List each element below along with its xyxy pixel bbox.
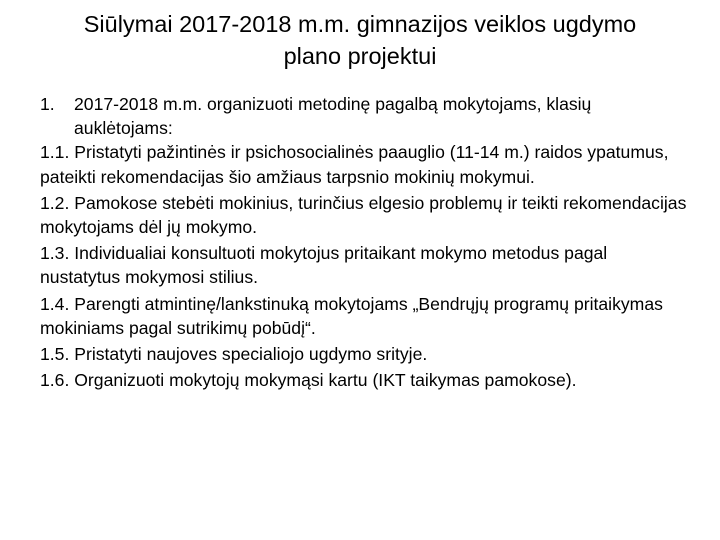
- sub-item-1-5: 1.5. Pristatyti naujoves specialiojo ugdymo srityje.: [40, 344, 428, 365]
- slide-title: [40, 8, 680, 72]
- list-item-1-text: 2017-2018 m.m. organizuoti metodinę pagalbą mokytojams, klasių auklėtojams:: [74, 94, 592, 139]
- sub-item-1-2: 1.2. Pamokose stebėti mokinius, turinčius elgesio problemų ir teikti rekomendacijas mokytojams dėl jų mokymo.: [40, 192, 687, 238]
- slide-title-line-2: plano projektui: [283, 43, 437, 69]
- slide-title-line-1: Siūlymai 2017-2018 m.m. gimnazijos veiklos ugdymo: [83, 11, 637, 37]
- sub-item-1-3: 1.3. Individualiai konsultuoti mokytojus pritaikant mokymo metodus pagal nustatytus mokymosi stilius.: [40, 243, 608, 288]
- slide-body: [40, 92, 690, 394]
- sub-item-1-6: 1.6. Organizuoti mokytojų mokymąsi kartu (IKT taikymas pamokose).: [40, 370, 577, 391]
- sub-item-1-4: 1.4. Parengti atmintinę/lankstinuką mokytojams „Bendrųjų programų pritaikymas mokiniams pagal sutrikimų pobūdį“.: [40, 293, 663, 338]
- list-item-1: [40, 92, 690, 140]
- list-item-1-number: 1.: [40, 94, 55, 114]
- sub-item-1-1: 1.1. Pristatyti pažintinės ir psichosocialinės paauglio (11-14 m.) raidos ypatumus, pateikti rekomendacijas šio amžiaus tarpsnio mokinių mokymui.: [40, 142, 669, 187]
